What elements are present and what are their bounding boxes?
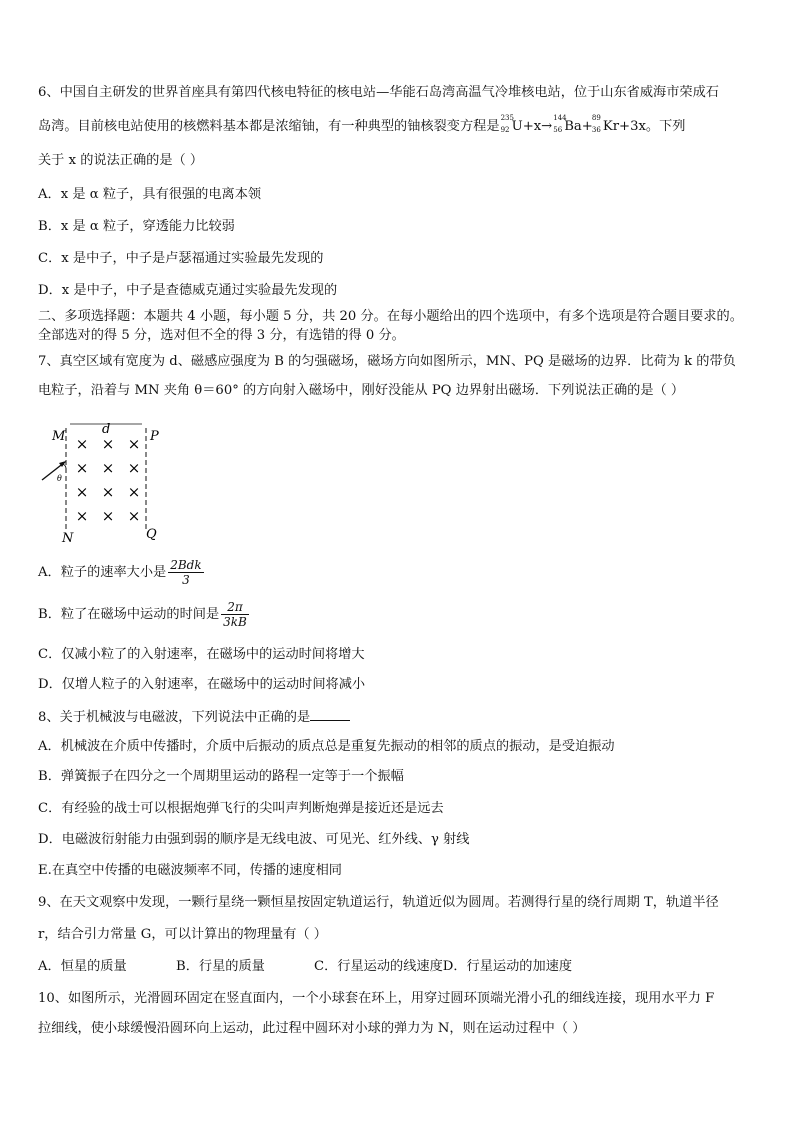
q7-option-d: D．仅增人粒子的入射速率，在磁场中的运动时间将减小 — [38, 677, 366, 692]
eq-part: +x→ — [522, 119, 553, 134]
field-cross-icon: × — [75, 435, 89, 453]
label-m: M — [52, 429, 66, 444]
nuclide-kr89: 89 36 Kr — [591, 114, 620, 134]
q8-stem-text: 8、关于机械波与电磁波，下列说法中正确的是 — [38, 710, 311, 725]
field-crosses — [76, 435, 141, 525]
q9-option-c: C．行星运动的线速度 — [314, 959, 443, 974]
field-cross-icon: × — [75, 507, 89, 525]
label-p: P — [150, 429, 159, 444]
nuclide-ba144: 144 56 Ba — [553, 114, 582, 134]
field-cross-icon: × — [75, 483, 89, 501]
q9-option-b: B．行星的质量 — [176, 959, 265, 974]
field-cross-icon: × — [101, 507, 115, 525]
eq-plus: + — [581, 119, 593, 134]
q10-stem-line1: 10、如图所示，光滑圆环固定在竖直面内，一个小球套在环上，用穿过圆环顶端光滑小孔的细线连接，现用水平力 F — [38, 991, 715, 1006]
label-q: Q — [146, 527, 157, 542]
q8-option-c: C．有经验的战士可以根据炮弹飞行的尖叫声判断炮弹是接近还是远去 — [38, 801, 444, 816]
q8-option-a: A．机械波在介质中传播时，介质中后振动的质点总是重复先振动的相邻的质点的振动，是受迫振动 — [38, 739, 615, 754]
label-d: d — [102, 422, 111, 437]
q8-option-e: E.在真空中传播的电磁波频率不同，传播的速度相同 — [38, 863, 342, 878]
q6-option-b: B．x 是 α 粒子，穿透能力比较弱 — [38, 219, 235, 234]
field-cross-icon: × — [75, 459, 89, 477]
q9-stem-line1: 9、在天文观察中发现，一颗行星绕一颗恒星按固定轨道运行，轨道近似为圆周。若测得行星的绕行周期 T，轨道半径 — [38, 895, 719, 910]
field-cross-icon: × — [127, 507, 141, 525]
fraction-2bdk-over-3: $\frac{\text{2Bdk}}{3}$ — [170, 558, 202, 587]
field-cross-icon: × — [101, 483, 115, 501]
q6-stem-line2 — [38, 114, 686, 136]
q7-option-b-text: B．粒了在磁场中运动的时间是 — [38, 607, 220, 622]
q6-option-c: C．x 是中子，中子是卢瑟福通过实验最先发现的 — [38, 251, 324, 266]
q7-option-c: C．仅减小粒了的入射速率，在磁场中的运动时间将增大 — [38, 647, 365, 662]
q9-option-a: A．恒星的质量 — [38, 959, 127, 974]
q8-stem — [38, 708, 350, 727]
label-theta: θ — [57, 474, 62, 483]
q6-stem-line2-text: 岛湾。目前核电站使用的核燃料基本都是浓缩铀，有一种典型的铀核裂变方程是 — [38, 119, 500, 134]
q6-option-a: A．x 是 α 粒子，具有很强的电离本领 — [38, 187, 262, 202]
magnetic-field-figure — [30, 418, 190, 546]
q7-option-a — [38, 558, 204, 587]
section2-header-line2: 全部选对的得 5 分，选对但不全的得 3 分，有选错的得 0 分。 — [38, 328, 405, 343]
q7-option-a-text: A．粒子的速率大小是 — [38, 565, 167, 580]
fraction-2pi-over-3kb: $\frac{2\pi}{3kB}$ — [223, 600, 247, 629]
q8-option-d: D．电磁波衍射能力由强到弱的顺序是无线电波、可见光、红外线、γ 射线 — [38, 832, 470, 847]
label-n: N — [62, 531, 74, 546]
q8-option-b: B．弹簧振子在四分之一个周期里运动的路程一定等于一个振幅 — [38, 769, 404, 784]
q9-option-d: D．行星运动的加速度 — [442, 959, 573, 974]
eq-tail: +3x。下列 — [619, 119, 686, 134]
field-cross-icon: × — [127, 435, 141, 453]
field-cross-icon: × — [101, 435, 115, 453]
field-cross-icon: × — [127, 483, 141, 501]
q7-stem-line1: 7、真空区域有宽度为 d、磁感应强度为 B 的匀强磁场，磁场方向如图所示，MN、PQ 是磁场的边界．比荷为 k 的带负 — [38, 354, 736, 369]
q10-stem-line2: 拉细线，使小球缓慢沿圆环向上运动，此过程中圆环对小球的弹力为 N，则在运动过程中（ ） — [38, 1021, 586, 1036]
nuclide-u235: 235 92 U — [500, 114, 523, 134]
q9-stem-line2: r，结合引力常量 G，可以计算出的物理量有（ ） — [38, 927, 327, 942]
q9-options — [38, 958, 572, 976]
q7-stem-line2: 电粒子，沿着与 MN 夹角 θ＝60° 的方向射入磁场中，刚好没能从 PQ 边界射出磁场．下列说法正确的是（ ） — [38, 383, 685, 398]
q6-stem-line3: 关于 x 的说法正确的是（ ） — [38, 153, 204, 168]
q6-stem-line1: 6、中国自主研发的世界首座具有第四代核电特征的核电站—华能石岛湾高温气冷堆核电站，位于山东省威海市荣成石 — [38, 85, 719, 100]
q6-option-d: D．x 是中子，中子是查德威克通过实验最先发现的 — [38, 283, 338, 298]
field-cross-icon: × — [101, 459, 115, 477]
field-cross-icon: × — [127, 459, 141, 477]
section2-header-line1: 二、多项选择题：本题共 4 小题，每小题 5 分，共 20 分。在每小题给出的四个选项中，有多个选项是符合题目要求的。 — [38, 309, 743, 324]
answer-blank — [310, 708, 350, 721]
q7-option-b — [38, 600, 249, 629]
